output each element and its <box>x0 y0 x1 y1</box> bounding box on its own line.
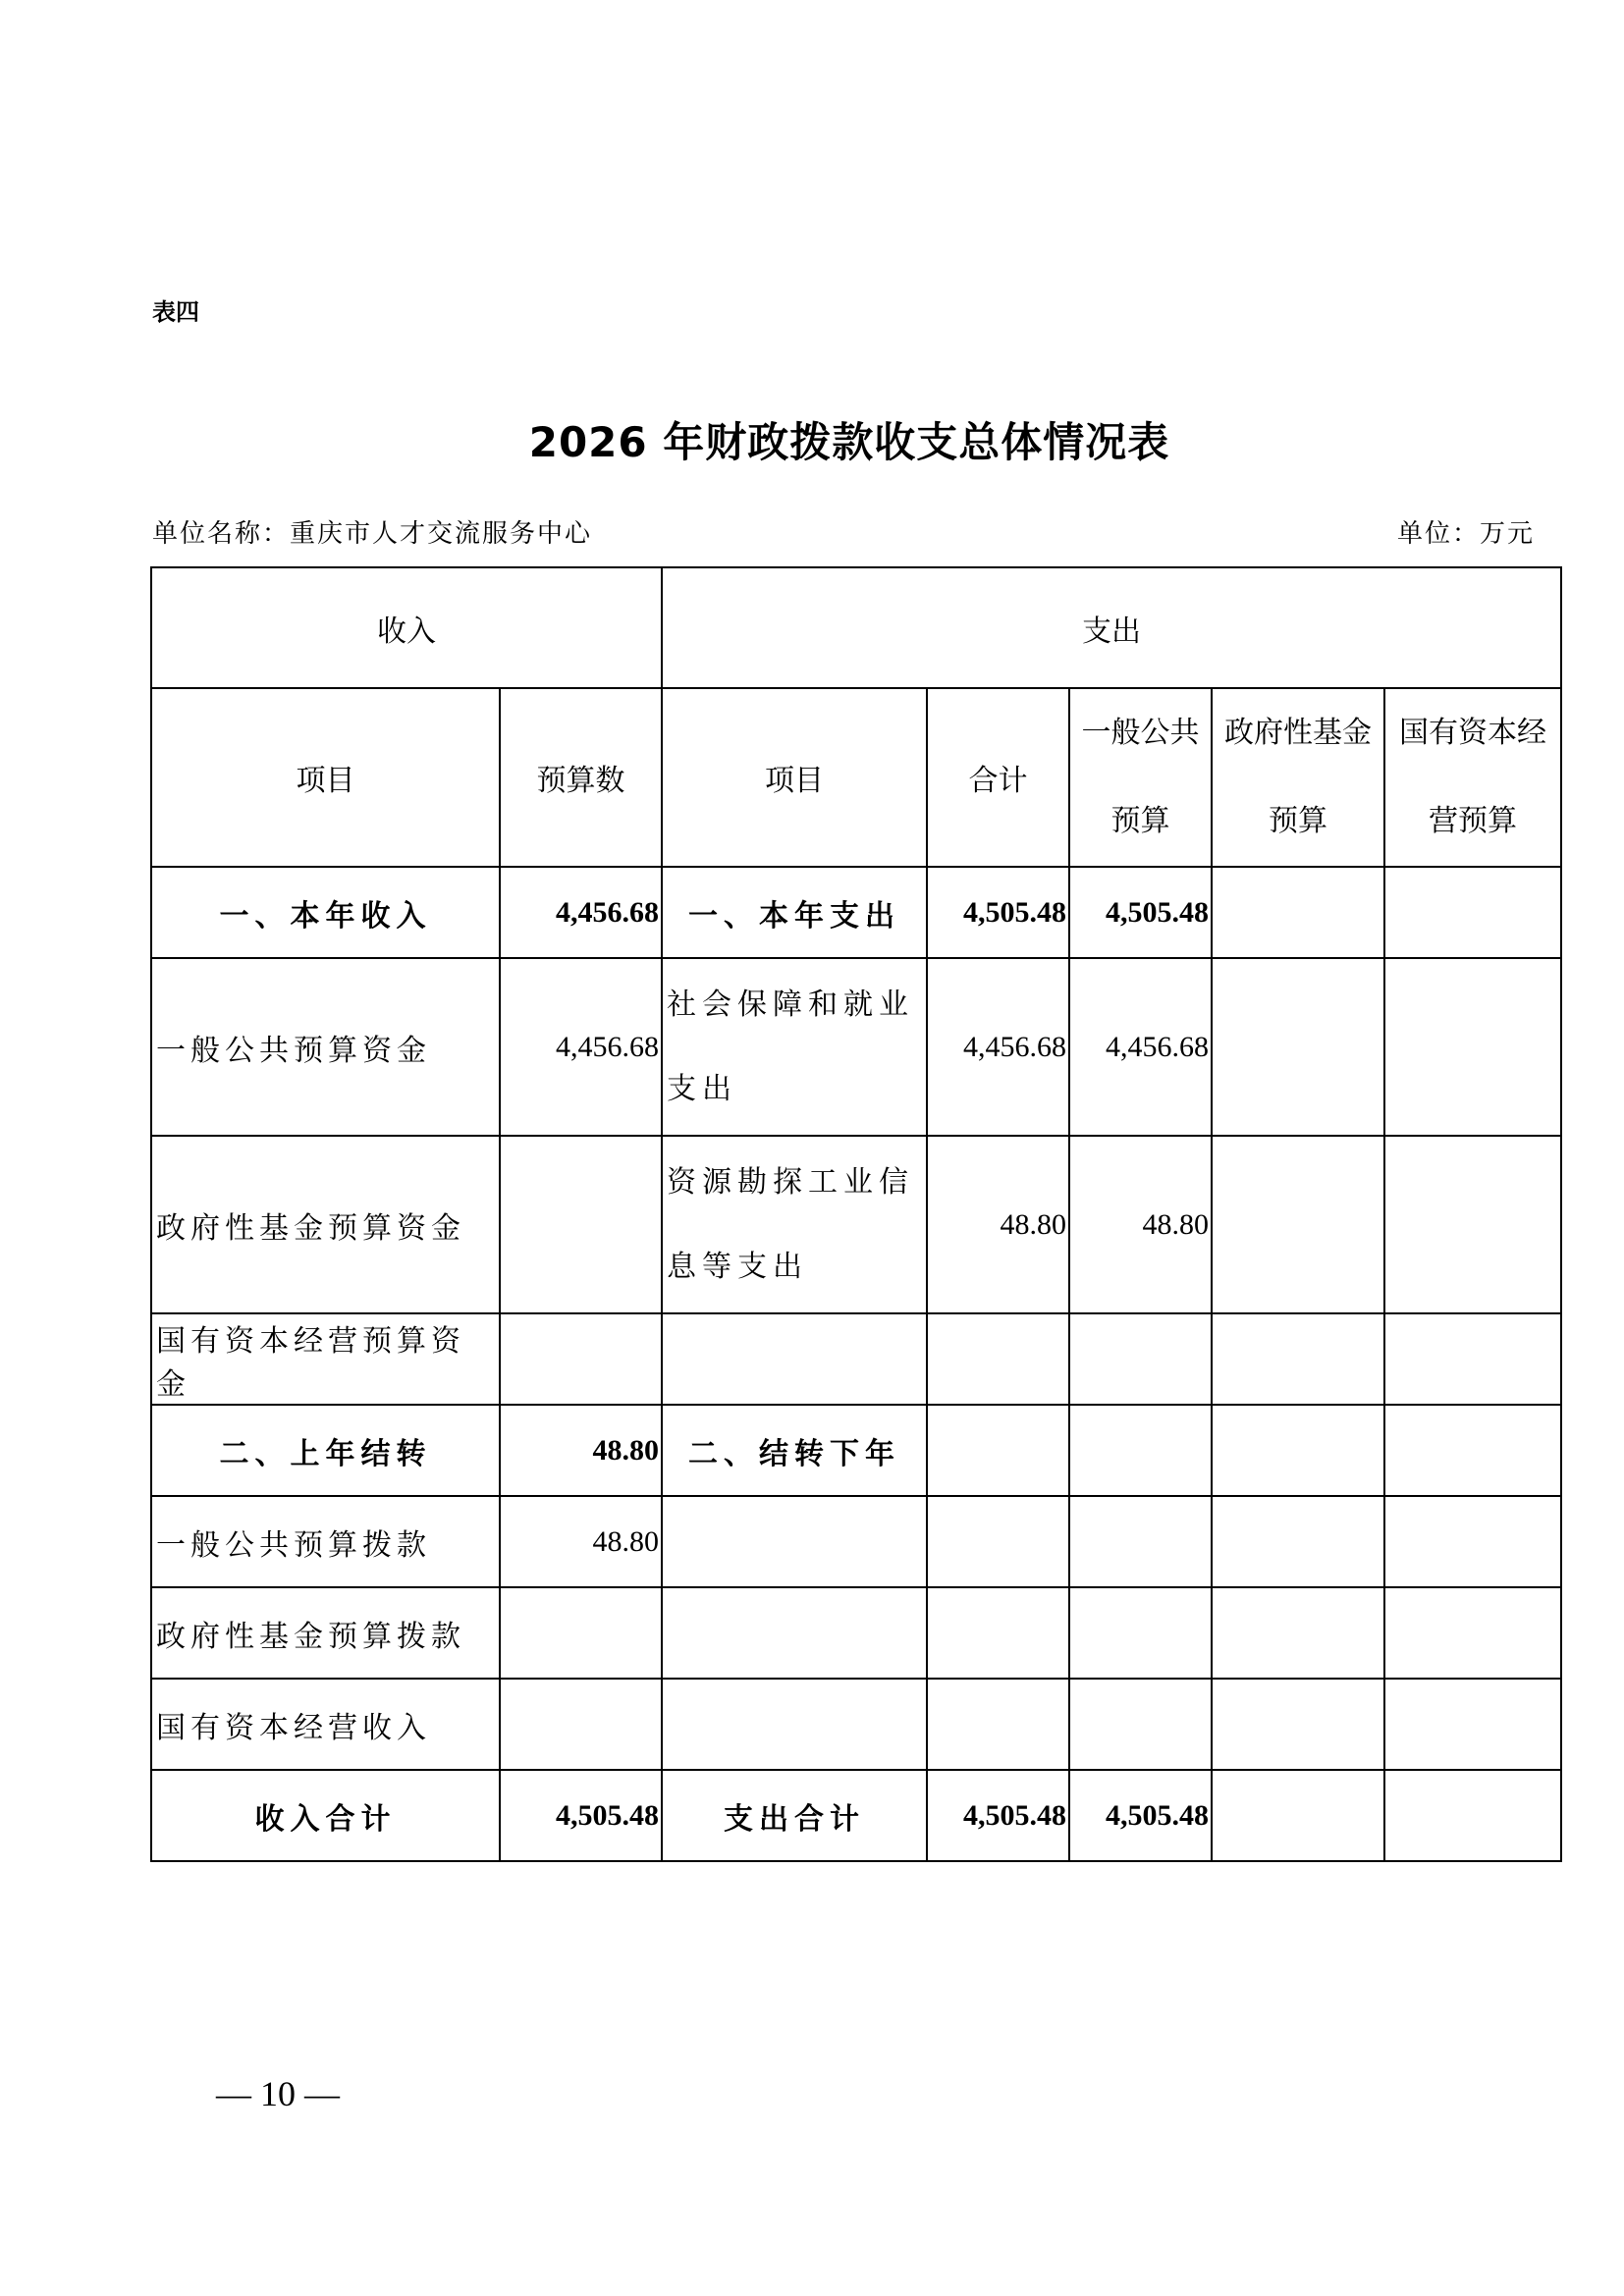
expense-general-cell: 4,456.68 <box>1069 958 1212 1136</box>
expense-capital-cell <box>1384 1770 1561 1861</box>
table-row <box>151 958 1561 1136</box>
budget-table <box>150 566 1562 1862</box>
income-item-cell: 一般公共预算资金 <box>151 958 500 1136</box>
expense-total-label: 支出合计 <box>662 1770 927 1861</box>
expense-item-cell <box>662 1313 927 1405</box>
expense-total-cell: 48.80 <box>927 1136 1069 1313</box>
table-row <box>151 867 1561 958</box>
expense-item-cell: 社会保障和就业支出 <box>662 958 927 1136</box>
header-state-capital-budget: 国有资本经营预算 <box>1384 688 1561 867</box>
expense-item-cell: 资源勘探工业信息等支出 <box>662 1136 927 1313</box>
table-row-total <box>151 1770 1561 1861</box>
expense-total-cell <box>927 1496 1069 1587</box>
income-value-cell: 48.80 <box>500 1496 662 1587</box>
expense-fund-cell <box>1212 1770 1384 1861</box>
header-expense: 支出 <box>662 567 1561 688</box>
income-total-value: 4,505.48 <box>500 1770 662 1861</box>
expense-general-cell <box>1069 1679 1212 1770</box>
unit-name: 单位名称：重庆市人才交流服务中心 <box>152 519 593 549</box>
income-value-cell: 4,456.68 <box>500 958 662 1136</box>
page-title: 2026 年财政拨款收支总体情况表 <box>528 418 1170 466</box>
income-item-cell: 二、上年结转 <box>151 1405 500 1496</box>
expense-capital-cell <box>1384 867 1561 958</box>
header-expense-item: 项目 <box>662 688 927 867</box>
table-row <box>151 1136 1561 1313</box>
unit-of-measure: 单位：万元 <box>1396 519 1535 549</box>
expense-fund-cell <box>1212 867 1384 958</box>
expense-fund-cell <box>1212 1587 1384 1679</box>
expense-general-cell: 4,505.48 <box>1069 1770 1212 1861</box>
expense-fund-cell <box>1212 1496 1384 1587</box>
expense-item-cell <box>662 1679 927 1770</box>
table-row <box>151 1405 1561 1496</box>
income-total-label: 收入合计 <box>151 1770 500 1861</box>
table-row <box>151 1587 1561 1679</box>
expense-general-cell: 4,505.48 <box>1069 867 1212 958</box>
expense-capital-cell <box>1384 1679 1561 1770</box>
table-number-label: 表四 <box>152 298 199 326</box>
income-item-cell: 政府性基金预算资金 <box>151 1136 500 1313</box>
expense-general-cell: 48.80 <box>1069 1136 1212 1313</box>
expense-item-cell <box>662 1496 927 1587</box>
table-row <box>151 1679 1561 1770</box>
expense-total-cell: 4,505.48 <box>927 867 1069 958</box>
expense-item-cell: 二、结转下年 <box>662 1405 927 1496</box>
header-row-main <box>151 567 1561 688</box>
expense-general-cell <box>1069 1496 1212 1587</box>
income-value-cell <box>500 1679 662 1770</box>
header-general-public-budget: 一般公共预算 <box>1069 688 1212 867</box>
header-row-sub <box>151 688 1561 867</box>
expense-total-cell <box>927 1405 1069 1496</box>
income-item-cell: 国有资本经营预算资金 <box>151 1313 500 1405</box>
expense-fund-cell <box>1212 1313 1384 1405</box>
expense-total-cell <box>927 1587 1069 1679</box>
income-item-cell: 政府性基金预算拨款 <box>151 1587 500 1679</box>
header-income-item: 项目 <box>151 688 500 867</box>
income-item-cell: 一、本年收入 <box>151 867 500 958</box>
unit-info-line <box>152 513 1535 550</box>
page-number: — 10 — <box>216 2074 340 2113</box>
header-budget-amount: 预算数 <box>500 688 662 867</box>
table-row <box>151 1496 1561 1587</box>
expense-general-cell <box>1069 1313 1212 1405</box>
expense-general-cell <box>1069 1405 1212 1496</box>
header-total: 合计 <box>927 688 1069 867</box>
income-value-cell: 4,456.68 <box>500 867 662 958</box>
expense-item-cell <box>662 1587 927 1679</box>
expense-total-cell: 4,505.48 <box>927 1770 1069 1861</box>
table-row <box>151 1313 1561 1405</box>
expense-total-cell: 4,456.68 <box>927 958 1069 1136</box>
expense-general-cell <box>1069 1587 1212 1679</box>
expense-fund-cell <box>1212 958 1384 1136</box>
income-value-cell <box>500 1136 662 1313</box>
income-item-cell: 一般公共预算拨款 <box>151 1496 500 1587</box>
expense-capital-cell <box>1384 1587 1561 1679</box>
expense-fund-cell <box>1212 1679 1384 1770</box>
expense-capital-cell <box>1384 958 1561 1136</box>
expense-capital-cell <box>1384 1313 1561 1405</box>
expense-capital-cell <box>1384 1136 1561 1313</box>
income-value-cell <box>500 1587 662 1679</box>
expense-total-cell <box>927 1679 1069 1770</box>
expense-fund-cell <box>1212 1136 1384 1313</box>
header-income: 收入 <box>151 567 662 688</box>
expense-capital-cell <box>1384 1496 1561 1587</box>
expense-item-cell: 一、本年支出 <box>662 867 927 958</box>
income-value-cell <box>500 1313 662 1405</box>
income-item-cell: 国有资本经营收入 <box>151 1679 500 1770</box>
income-value-cell: 48.80 <box>500 1405 662 1496</box>
header-gov-fund-budget: 政府性基金预算 <box>1212 688 1384 867</box>
expense-total-cell <box>927 1313 1069 1405</box>
expense-capital-cell <box>1384 1405 1561 1496</box>
expense-fund-cell <box>1212 1405 1384 1496</box>
